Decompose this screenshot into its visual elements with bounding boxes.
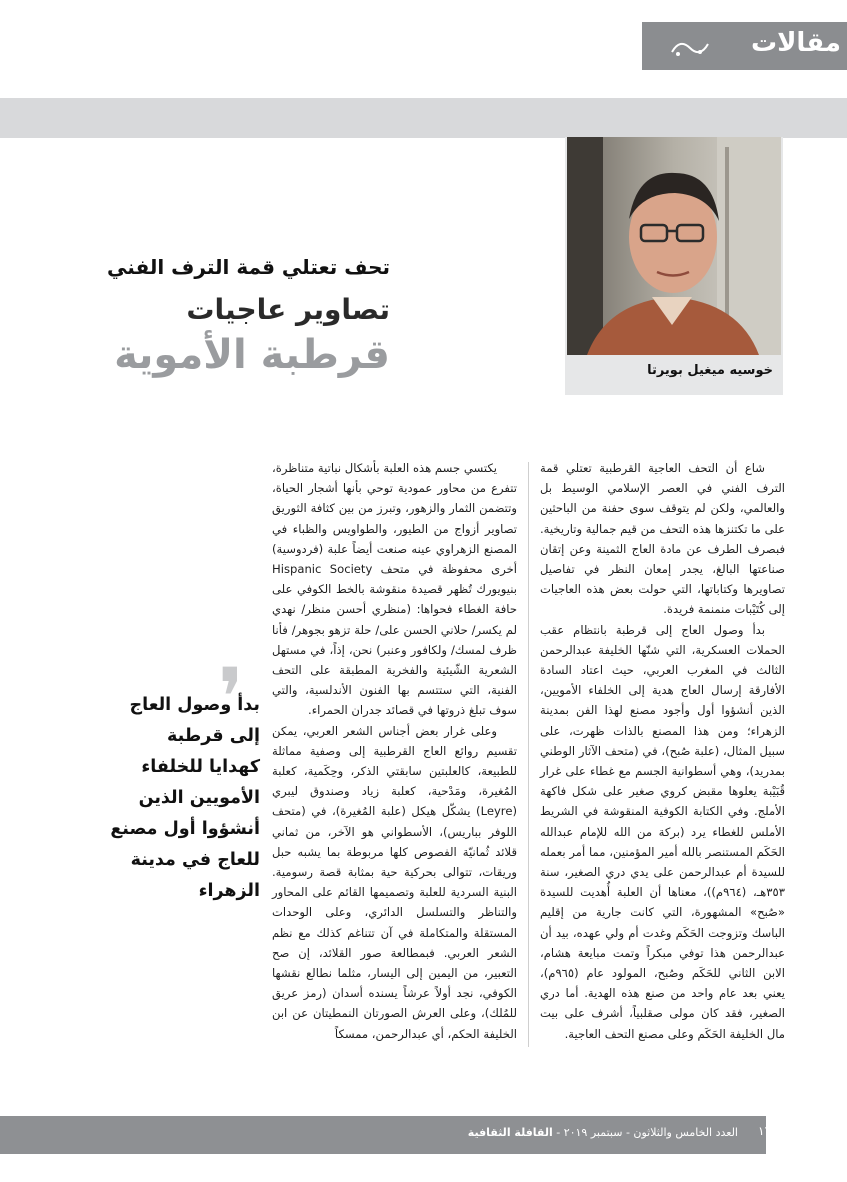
photo-caption: خوسيه ميغيل بويرتا (647, 363, 773, 378)
body-column-middle (272, 458, 517, 1044)
header-band (0, 98, 847, 138)
magazine-logo: القافلة الثقافية (467, 1126, 553, 1139)
footer-bar (0, 1116, 766, 1154)
page-number: ١٦ (758, 1124, 771, 1138)
section-tab (642, 22, 847, 70)
ornament-icon (670, 36, 710, 58)
section-label: مقالات (750, 28, 841, 58)
paragraph: وعلى غرار بعض أجناس الشعر العربي، يمكن تقسيم روائع العاج القرطبية إلى وصفية مماثلة للطبيعة، كالعلبتين سابقتي الذكر، وحِكَمية، كعلبة المُغيرة، ومَدْحية، كعلبة زياد وصندوق ليبري (Leyre) يشكّل هيكل (علبة المُغيرة)، في (متحف اللوفر بباريس)، الأسطواني هو الآخر، من ثماني قلائد ثُمانيّة الفصوص كلها مربوطة بما يشبه حبل وريقات، تتوالى بحركية حية بمثابة قصة رسومية. البنية السردية للعلبة وتصميمها القائم على المحاور والتناظر والتسلسل الدائري، وعلى الوحدات المستقلة والمتكاملة في آن تتناغم كذلك مع نظم الشعر العربي. فبمطالعة صور القلائد، إن صح التعبير، من اليمين إلى اليسار، مثلما نطالع نقشها الكوفي، نجد أولاً عرشاً يسنده أسدان (رمز عريق للمُلك)، وعلى العرش الصورتان النمطيتان عن ابن الخليفة الحكم، أي عبدالرحمن، ممسكاً (272, 723, 517, 1041)
paragraph: بدأ وصول العاج إلى قرطبة بانتظام عقب الحملات العسكرية، التي شنّها الخليفة عبدالرحمن الثالث في المغرب العربي، حيث اعتاد السادة الأفارقة إرسال العاج هدية إلى الخلفاء الأمويين، الذين أنشؤوا أول وأجود مصنع لهذا الفن بمدينة الزهراء؛ ومن هذا المصنع بالذات ظهرت، على سبيل المثال، (علبة صُبح)، في (متحف الآثار الوطني بمدريد)، وهي أسطوانية الجسم مع غطاء على غرار قُبَيْبة يعلوها مقبض كروي صغير على شكل فاكهة الأملج. وفي الكتابة الكوفية المنقوشة في الشريط الأملس للغطاء يرد (بركة من الله للإمام عبدالله الحَكَم المستنصر بالله أمير المؤمنين، مما أمر بعمله للسيدة أم عبدالرحمن على يدي دري الصغير، سنة ٣٥٣هـ، (٩٦٤م))، معناها أن العلبة أُهديت للسيدة «صُبح» المشهورة، التي كانت جارية من إقليم الباسك وتزوجت الحَكَم وغدت أم ولي عهده، بيد أن عبدالرحمن هذا توفي مبكراً وتمت مبايعة هشام، الابن الثاني للحَكَم وصُبح، المولود عام (٩٦٥م)، يعني بعد عام واحد من صنع هذه الهدية. أما دري الصغير، فقد كان مولى صقلبياً، أشرف على بيت مال الخليفة الحَكَم وعلى مصنع التحف العاجية. (540, 622, 785, 1041)
article-title-line2: قرطبة الأموية (114, 332, 390, 378)
pull-quote: بدأ وصول العاج إلى قرطبة كهدايا للخلفاء الأمويين الذين أنشؤوا أول مصنع للعاج في مدينة الزهراء (110, 695, 260, 901)
top-margin (0, 0, 640, 78)
paragraph: شاع أن التحف العاجية القرطبية تعتلي قمة الترف الفني في العصر الإسلامي الوسيط بل والعالمي، ولكن لم يتوقف سوى حفنة من الباحثين على ما تكتنزها هذه التحف من قيم جمالية وتاريخية. فبصرف الطرف عن مادة العاج الثمينة وعن إتقان صناعتها البالغ، يجدر إمعان النظر في تفاصيل تصاويرها وكتاباتها، التي حولت بعض هذه العاجيات إلى كُتَيْبات منمنمة فريدة. (540, 461, 785, 617)
paragraph: يكتسي جسم هذه العلبة بأشكال نباتية متناظرة، تتفرع من محاور عمودية توحي بأنها أشجار الحياة، وتتضمن الثمار والزهور، وتبرز من بين كثافة الثوريق تصاوير أزواج من الطيور، والطواويس والظباء في المصنع الزهراوي عينه صنعت أيضاً علبة (فردوسية) أخرى محفوظة في متحف Hispanic Society بنيويورك تُظهر قصيدة منقوشة بالخط الكوفي على حافة الغطاء فحواها: (منظري أحسن منظر/ نهدي لم يكسر/ حلاني الحسن على/ حلة تزهو بجوهر/ فأنا ظرف لمسك/ ولكافور وعنبر) نحن، إذاً، في مستهل الشعرية الشّيئية والفخرية المطبقة على التحف الفنية، التي ستتسم بها الفنون الأندلسية، والتي سوف تبلغ ذروتها في قصائد جدران الحمراء. (272, 461, 517, 718)
quote-mark-icon: ❜ (218, 651, 244, 744)
article-kicker: تحف تعتلي قمة الترف الفني (107, 255, 390, 279)
article-title-line1: تصاوير عاجيات (186, 293, 390, 326)
column-divider (528, 462, 529, 1047)
footer-issue-info (464, 1126, 738, 1139)
author-photo-frame (565, 137, 783, 395)
author-photo (567, 137, 781, 355)
footer-issue-line: العدد الخامس والثلاثون - سبتمبر ٢٠١٩ - (556, 1126, 738, 1139)
body-column-right (540, 458, 785, 1044)
